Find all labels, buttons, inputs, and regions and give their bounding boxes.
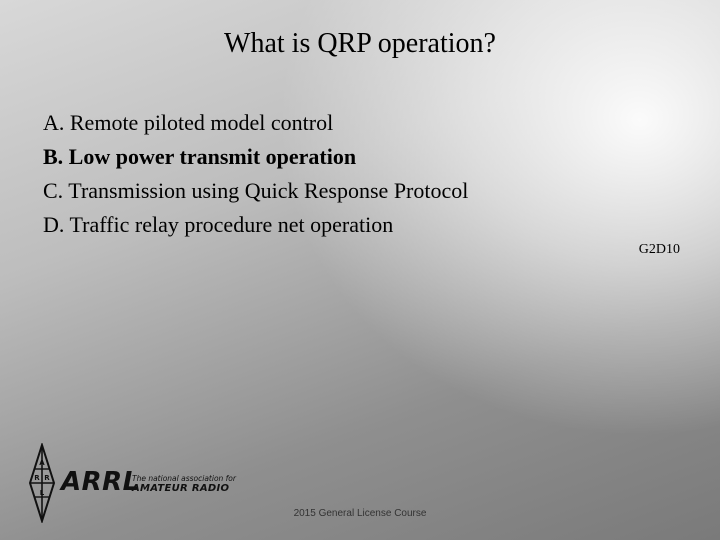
footer-text: 2015 General License Course — [293, 508, 427, 519]
slide-title: What is QRP operation? — [224, 28, 496, 59]
answer-list — [43, 106, 468, 242]
tower-letter-l: L — [39, 489, 45, 497]
arrl-wordmark: ARRL — [61, 467, 140, 497]
tower-letter-a: A — [39, 459, 45, 467]
tower-letter-r1: R — [34, 474, 40, 482]
question-id: G2D10 — [638, 242, 680, 257]
arrl-tagline-line1: The national association for — [132, 474, 236, 483]
answer-b: B. Low power transmit operation — [43, 144, 357, 169]
answer-a: A. Remote piloted model control — [43, 110, 334, 135]
arrl-tagline — [132, 474, 236, 494]
answer-d: D. Traffic relay procedure net operation — [43, 212, 394, 237]
answer-c: C. Transmission using Quick Response Protocol — [43, 178, 469, 203]
tower-letter-r2: R — [44, 474, 50, 482]
radio-tower-icon — [22, 443, 62, 523]
arrl-logo — [22, 443, 242, 523]
arrl-tagline-line2: AMATEUR RADIO — [132, 483, 230, 494]
